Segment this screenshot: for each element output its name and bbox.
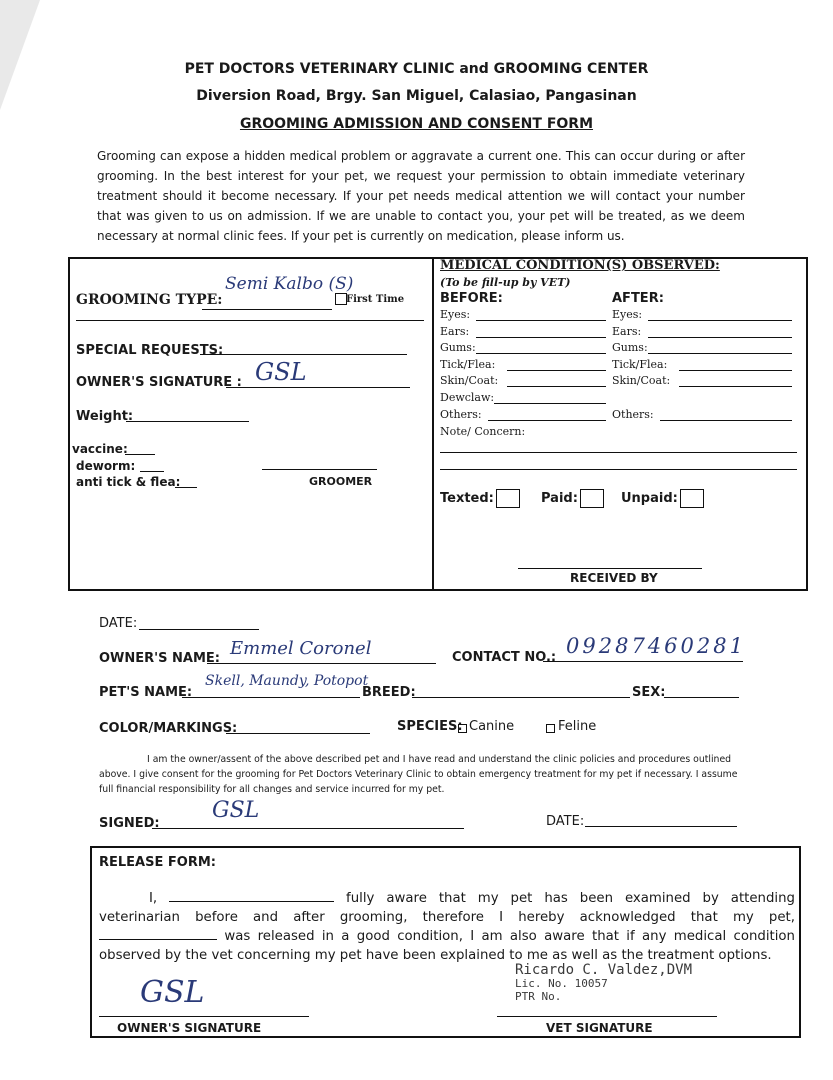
canine-checkbox[interactable] bbox=[458, 724, 467, 733]
after-label: AFTER: bbox=[612, 291, 664, 306]
grooming-type-label: GROOMING TYPE: bbox=[76, 292, 223, 308]
after-item-line[interactable] bbox=[679, 370, 792, 371]
release-name-blank[interactable] bbox=[169, 889, 334, 902]
form-title: GROOMING ADMISSION AND CONSENT FORM bbox=[239, 116, 594, 132]
unpaid-checkbox[interactable] bbox=[680, 489, 704, 508]
after-item-label: Ears: bbox=[612, 324, 642, 338]
received-by-line bbox=[518, 568, 702, 569]
weight-label: Weight: bbox=[76, 409, 134, 424]
after-item-line[interactable] bbox=[660, 420, 792, 421]
vet-stamp-name: Ricardo C. Valdez,DVM bbox=[515, 962, 693, 978]
unpaid-label-text: Unpaid: bbox=[621, 491, 678, 506]
before-item-line[interactable] bbox=[507, 370, 606, 371]
before-item-label: Others: bbox=[440, 407, 482, 421]
breed-line bbox=[412, 697, 630, 698]
clinic-address: Diversion Road, Brgy. San Miguel, Calasiao, Pangasinan bbox=[196, 88, 637, 104]
owners-signature-line bbox=[226, 387, 410, 388]
paid-checkbox[interactable] bbox=[580, 489, 604, 508]
note-line-2 bbox=[440, 469, 797, 470]
release-text-1: I, bbox=[149, 891, 170, 906]
anti-tick-label: anti tick & flea: bbox=[76, 475, 181, 489]
release-title: RELEASE FORM: bbox=[99, 855, 216, 870]
before-item-label: Eyes: bbox=[440, 308, 471, 321]
after-item-label: Skin/Coat: bbox=[612, 374, 671, 388]
before-item-line[interactable] bbox=[476, 337, 607, 338]
after-item-line[interactable] bbox=[648, 337, 793, 338]
release-text-3: was released in a good condition, I am also aware that if any medical condition observed by the vet concerning my pet have been explained to me as well as the treatment options. bbox=[99, 929, 795, 963]
texted-label bbox=[440, 489, 520, 508]
deworm-label: deworm: bbox=[76, 459, 136, 473]
owners-name-value: Emmel Coronel bbox=[230, 638, 372, 659]
before-item-label: Tick/Flea: bbox=[440, 357, 496, 371]
before-item-label: Gums: bbox=[440, 341, 476, 355]
before-item-line[interactable] bbox=[494, 403, 606, 404]
release-owner-signature-value: GSL bbox=[140, 975, 205, 1010]
pets-name-label: PET'S NAME: bbox=[99, 685, 193, 700]
sex-line bbox=[664, 697, 739, 698]
grooming-extra-line bbox=[76, 320, 424, 321]
owners-name-line bbox=[207, 663, 436, 664]
after-item-line[interactable] bbox=[679, 386, 792, 387]
special-requests-line bbox=[200, 354, 407, 355]
contact-line bbox=[543, 661, 743, 662]
vaccine-line bbox=[125, 454, 155, 455]
feline-label: Feline bbox=[558, 719, 597, 734]
date-line bbox=[139, 629, 259, 630]
vet-signature-line bbox=[497, 1016, 717, 1017]
before-item-line[interactable] bbox=[476, 320, 607, 321]
canine-label: Canine bbox=[469, 719, 515, 734]
owners-signature-value: GSL bbox=[255, 358, 307, 386]
after-item-line[interactable] bbox=[648, 353, 793, 354]
before-label: BEFORE: bbox=[440, 291, 503, 306]
owners-name-label: OWNER'S NAME: bbox=[99, 651, 220, 666]
intro-paragraph: Grooming can expose a hidden medical problem or aggravate a current one. This can occur during or after grooming. In the best interest for your pet, we request your permission to obtain immediate veterinary treatment should it become necessary. If your pet needs medical attention we will contact your number that was given to us on admission. If we are unable to contact you, your pet will be treated, as we deem necessary at normal clinic fees. If your pet is currently on medication, please inform us. bbox=[97, 149, 745, 243]
consent-paragraph: I am the owner/assent of the above described pet and I have read and understand the clinic policies and procedures outlined above. I give consent for the grooming for Pet Doctors Veterinary Clinic to obtain emergency treatment for my pet if necessary. I assume full financial responsibility for all changes and service incurred for my pet. bbox=[99, 754, 738, 795]
before-item-label: Skin/Coat: bbox=[440, 374, 499, 388]
groomer-line bbox=[262, 469, 377, 470]
owner-signature-label: OWNER'S SIGNATURE bbox=[117, 1021, 262, 1035]
contact-value: 09287460281 bbox=[566, 634, 746, 658]
first-time-label: First Time bbox=[346, 294, 405, 305]
medical-title: MEDICAL CONDITION(S) OBSERVED: bbox=[440, 258, 720, 273]
after-item-label: Others: bbox=[612, 407, 654, 421]
owner-signature-line bbox=[99, 1016, 309, 1017]
vet-signature-label: VET SIGNATURE bbox=[546, 1021, 653, 1035]
admission-box-divider bbox=[432, 257, 434, 589]
note-label: Note/ Concern: bbox=[440, 425, 526, 438]
pets-name-value: Skell, Maundy, Potopot bbox=[205, 673, 369, 689]
species-label: SPECIES: bbox=[397, 719, 463, 734]
paid-label bbox=[541, 489, 604, 508]
before-item-line[interactable] bbox=[488, 420, 606, 421]
signed-date-label: DATE: bbox=[546, 814, 585, 829]
breed-label: BREED: bbox=[362, 685, 416, 700]
before-item-line[interactable] bbox=[476, 353, 607, 354]
grooming-type-value: Semi Kalbo (S) bbox=[225, 274, 354, 294]
after-item-line[interactable] bbox=[648, 320, 793, 321]
release-pet-blank[interactable] bbox=[99, 927, 217, 940]
feline-checkbox[interactable] bbox=[546, 724, 555, 733]
after-item-label: Gums: bbox=[612, 341, 648, 355]
note-line-1 bbox=[440, 452, 797, 453]
before-item-label: Ears: bbox=[440, 324, 470, 338]
before-item-line[interactable] bbox=[507, 386, 606, 387]
texted-label-text: Texted: bbox=[440, 491, 494, 506]
grooming-type-line bbox=[202, 309, 332, 310]
signed-label: SIGNED: bbox=[99, 816, 160, 831]
owners-signature-label: OWNER'S SIGNATURE : bbox=[76, 375, 242, 390]
signed-date-line bbox=[585, 826, 737, 827]
sex-label: SEX: bbox=[632, 685, 666, 700]
weight-line bbox=[126, 421, 249, 422]
signed-line bbox=[152, 828, 464, 829]
after-item-label: Tick/Flea: bbox=[612, 357, 668, 371]
pets-name-line bbox=[182, 697, 360, 698]
medical-subtitle: (To be fill-up by VET) bbox=[440, 276, 571, 289]
date-label: DATE: bbox=[99, 616, 138, 631]
received-by-label: RECEIVED BY bbox=[570, 571, 658, 585]
color-markings-label: COLOR/MARKINGS: bbox=[99, 721, 238, 736]
deworm-line bbox=[140, 471, 164, 472]
release-paragraph bbox=[99, 889, 795, 965]
clinic-name: PET DOCTORS VETERINARY CLINIC and GROOMING CENTER bbox=[184, 61, 649, 77]
release-text-2: fully aware that my pet has been examined by attending veterinarian before and after grooming, therefore I hereby acknowledged that my pet, bbox=[99, 891, 795, 925]
color-markings-line bbox=[226, 733, 370, 734]
contact-label: CONTACT NO.: bbox=[452, 650, 557, 665]
unpaid-label bbox=[621, 489, 704, 508]
after-item-label: Eyes: bbox=[612, 308, 643, 321]
groomer-label: GROOMER bbox=[309, 475, 373, 488]
signed-value: GSL bbox=[212, 798, 260, 823]
paid-label-text: Paid: bbox=[541, 491, 578, 506]
vaccine-label: vaccine: bbox=[72, 442, 128, 456]
anti-tick-line bbox=[175, 487, 197, 488]
before-item-label: Dewclaw: bbox=[440, 391, 495, 404]
texted-checkbox[interactable] bbox=[496, 489, 520, 508]
special-requests-label: SPECIAL REQUESTS: bbox=[76, 343, 224, 358]
vet-stamp-ptr: PTR No. bbox=[515, 990, 562, 1003]
vet-stamp-lic: Lic. No. 10057 bbox=[515, 977, 608, 990]
